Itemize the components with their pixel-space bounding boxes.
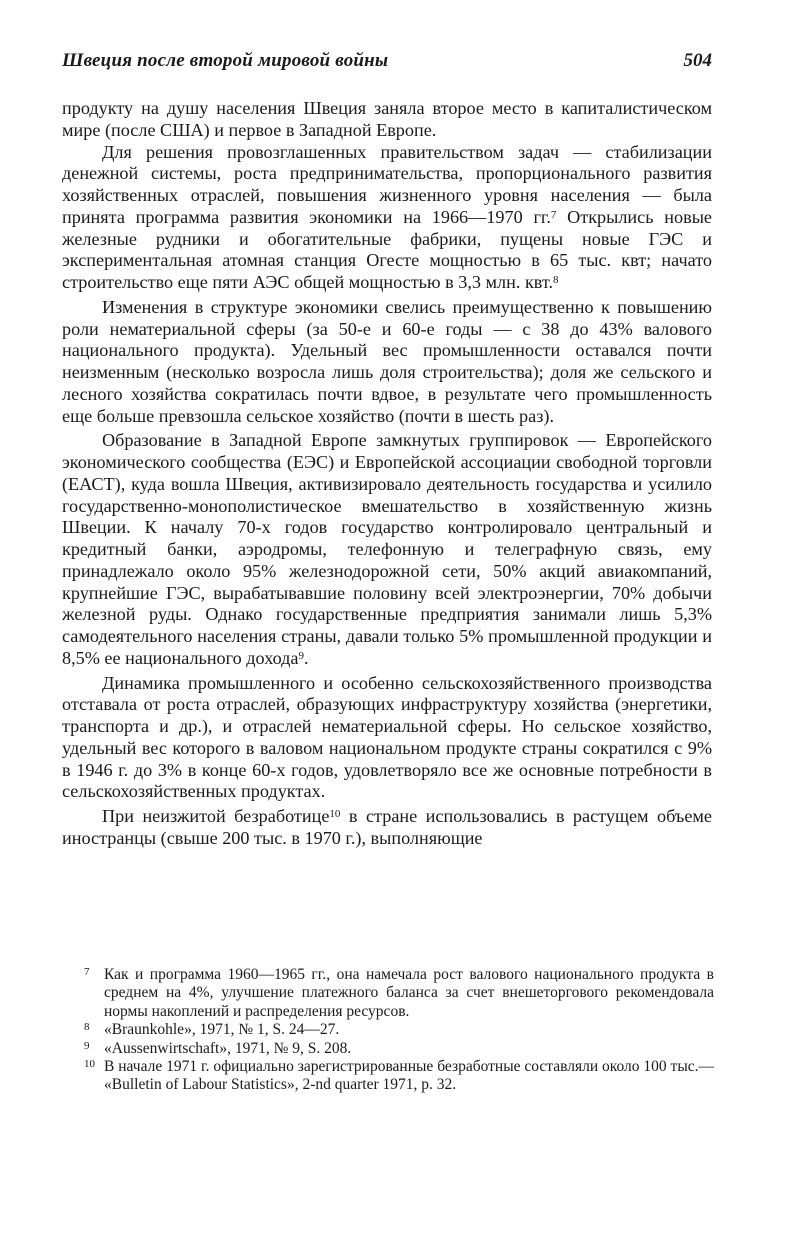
footnote-number: 9 (84, 1039, 90, 1052)
footnote-number: 8 (84, 1021, 90, 1034)
paragraph-2-text: Для решения провозглашенных правительством задач — стабилизации денежной системы, роста предпринимательства, пропорционального развития хозяйственных отраслей, повышения жизненного уровня населения — была принята программа развития экономики на 1966—1970 гг. (62, 141, 712, 227)
paragraph-5-text: Динамика промышленного и особенно сельскохозяйственного производства отставала от роста отраслей, образующих инфраструктуру хозяйства (энергетики, транспорта и др.), и отраслей нематериальной сферы. Но сельское хозяйство, удельный вес которого в валовом национальном продукте страны сократился с 9% в 1946 г. до 3% в конце 60-х годов, удовлетворяло все же основные потребности в сельскохозяйственных продуктах. (62, 672, 712, 802)
paragraph-1 (62, 98, 712, 142)
paragraph-2-text-cont: Открылись новые железные рудники и обогатительные фабрики, пущены новые ГЭС и экспериментальная атомная станция Огесте мощностью в 65 тыс. квт; начато строительство еще пяти АЭС общей мощностью в 3,3 млн. квт. (62, 206, 712, 292)
paragraph-6-text: При неизжитой безработице (102, 806, 330, 826)
paragraph-6 (62, 806, 712, 850)
paragraph-4-text-cont: . (304, 647, 309, 668)
paragraph-4 (62, 430, 712, 669)
footnote-text: «Braunkohle», 1971, № 1, S. 24—27. (104, 1021, 340, 1039)
paragraph-4-text: Образование в Западной Европе замкнутых группировок — Европейского экономического сообщества (ЕЭС) и Европейской ассоциации свободной торговли (ЕАСТ), куда вошла Швеция, активизировало деятельность государства и усилило государственно-монополистическое вмешательство в хозяйственную жизнь Швеции. К началу 70-х годов государство контролировало центральный и кредитный банки, аэродромы, телефонную и телеграфную связь, ему принадлежало около 95% железнодорожной сети, 50% акций авиакомпаний, крупнейшие ГЭС, вырабатывавшие половину всей электроэнергии, 70% добычи железной руды. Однако государственные предприятия занимали лишь 5,3% самодеятельного населения страны, давали только 5% промышленной продукции и 8,5% ее национального дохода (62, 430, 712, 668)
paragraph-6-text-cont: в стране использовались в растущем объеме иностранцы (свыше 200 тыс. в 1970 г.), выполняющие (62, 806, 712, 848)
footnote-ref-7: 7 (550, 208, 557, 221)
footnote-ref-10: 10 (329, 808, 341, 820)
footnote-text: Как и программа 1960—1965 гг., она намечала рост валового национального продукта в среднем на 4%, улучшение платежного баланса за счет внешеторгового рекомендовала нормы накоплений и распределения ресурсов. (104, 966, 714, 1020)
footnote-ref-8: 8 (553, 274, 559, 286)
footnote-text: «Aussenwirtschaft», 1971, № 9, S. 208. (104, 1039, 352, 1057)
paragraph-3-text: Изменения в структуре экономики свелись преимущественно к повышению роли нематериальной сферы (за 50-е и 60-е годы — с 38 до 43% валового национального продукта). Удельный вес промышленности оставался почти неизменным (несколько возросла лишь доля строительства); доля же сельского и лесного хозяйства сократилась почти вдвое, в результате чего промышленность еще больше превзошла сельское хозяйство (почти в шесть раз). (62, 296, 712, 426)
footnote (84, 1058, 714, 1095)
main-text (62, 98, 712, 850)
footnote (84, 1040, 714, 1058)
page-number: 504 (683, 50, 712, 71)
footnote (84, 1021, 714, 1039)
footnotes (84, 966, 714, 1095)
paragraph-2 (62, 142, 712, 294)
paragraph-5 (62, 673, 712, 804)
footnote-text: В начале 1971 г. официально зарегистрированные безработные составляли около 100 тыс.— «Bulletin of Labour Statistics», 2-nd quarter 1971, p. 32. (104, 1058, 714, 1094)
paragraph-3 (62, 297, 712, 428)
running-header (62, 50, 712, 80)
footnote-number: 7 (84, 966, 90, 978)
footnote-ref-9: 9 (298, 649, 304, 662)
paragraph-1-text: продукту на душу населения Швеция заняла второе место в капиталистическом мире (после США) и первое в Западной Европе. (62, 98, 712, 140)
running-title: Швеция после второй мировой войны (62, 50, 389, 71)
footnote (84, 966, 714, 1021)
footnote-number: 10 (84, 1058, 95, 1071)
